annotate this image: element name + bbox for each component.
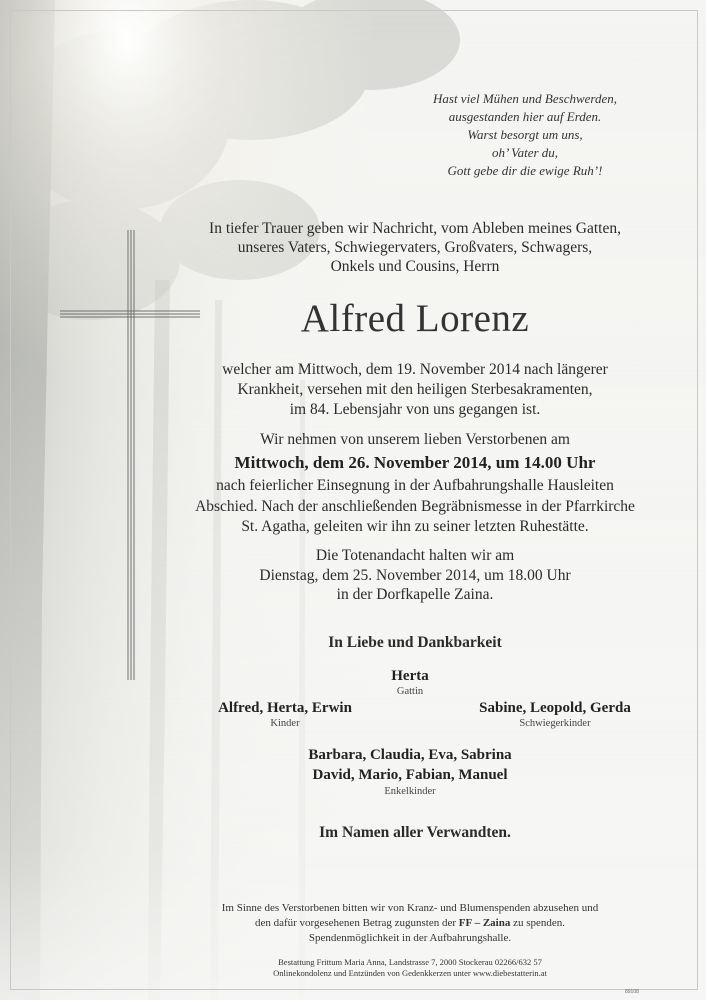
family-names: Alfred, Herta, Erwin (218, 700, 352, 716)
intro-line: unseres Vaters, Schwiegervaters, Großvaters, Schwagers, (237, 239, 593, 256)
farewell-line: St. Agatha, geleiten wir ihn zu seiner letzten Ruhestätte. (241, 518, 589, 535)
family-names: Barbara, Claudia, Eva, Sabrina (308, 747, 512, 763)
intro-text (185, 219, 645, 276)
family-role: Schwiegerkinder (519, 718, 591, 729)
family-role: Enkelkinder (384, 786, 436, 797)
family-names: Herta (391, 668, 429, 684)
donation-text: zu spenden. (510, 917, 566, 929)
death-notice-line: Krankheit, versehen mit den heiligen Sterbesakramenten, (237, 381, 593, 398)
love-line: In Liebe und Dankbarkeit (328, 634, 502, 651)
donation-line: Spendenmöglichkeit in der Aufbahrungshalle. (308, 932, 512, 944)
undertaker-info (200, 957, 620, 979)
death-notice (185, 360, 645, 420)
undertaker-line: Onlinekondolenz und Entzünden von Gedenkkerzen unter www.diebestatterin.at (273, 968, 547, 978)
prayer-service (185, 546, 645, 605)
farewell-intro: Wir nehmen von unserem lieben Verstorbenen am (260, 431, 570, 448)
family-spouse (365, 667, 455, 698)
funeral-date: Mittwoch, dem 26. November 2014, um 14.00 Uhr (234, 453, 596, 472)
undertaker-line: Bestattung Frittum Maria Anna, Landstrasse 7, 2000 Stockerau 02266/632 57 (278, 957, 542, 967)
donation-note (150, 901, 670, 946)
print-code: 89108 (625, 989, 639, 995)
family-role: Kinder (270, 718, 300, 729)
poem-line: Warst besorgt um uns, (467, 127, 583, 142)
poem-line: Gott gebe dir die ewige Ruh’! (447, 163, 603, 178)
prayer-line: in der Dorfkapelle Zaina. (336, 586, 494, 603)
family-children (195, 699, 375, 730)
donation-line: Im Sinne des Verstorbenen bitten wir von Kranz- und Blumenspenden abzusehen und (221, 902, 599, 914)
intro-line: Onkels und Cousins, Herrn (330, 258, 500, 275)
poem-line: ausgestanden hier auf Erden. (448, 109, 602, 124)
donation-line (150, 916, 670, 931)
relatives-line: Im Namen aller Verwandten. (319, 824, 511, 841)
death-notice-line: welcher am Mittwoch, dem 19. November 2014 nach längerer (222, 361, 608, 378)
farewell-text (185, 476, 645, 538)
family-role: Gattin (396, 686, 424, 697)
death-notice-line: im 84. Lebensjahr von uns gegangen ist. (289, 401, 541, 418)
family-names: David, Mario, Fabian, Manuel (312, 767, 508, 783)
prayer-line: Dienstag, dem 25. November 2014, um 18.00 Uhr (259, 566, 571, 584)
family-in-laws (455, 699, 655, 730)
family-names: Sabine, Leopold, Gerda (479, 700, 631, 716)
memorial-poem (410, 90, 640, 180)
poem-line: Hast viel Mühen und Beschwerden, (433, 91, 617, 106)
poem-line: oh’ Vater du, (491, 145, 559, 160)
farewell-line: nach feierlicher Einsegnung in der Aufbahrungshalle Hausleiten (216, 477, 614, 494)
donation-text: den dafür vorgesehenen Betrag zugunsten der (254, 917, 459, 929)
donation-recipient: FF – Zaina (458, 917, 511, 929)
family-grandchildren (285, 745, 535, 798)
farewell-line: Abschied. Nach der anschließenden Begräbnismesse in der Pfarrkirche (195, 497, 635, 515)
prayer-line: Die Totenandacht halten wir am (315, 547, 515, 564)
deceased-name: Alfred Lorenz (300, 297, 530, 340)
intro-line: In tiefer Trauer geben wir Nachricht, vom Ableben meines Gatten, (209, 220, 621, 237)
